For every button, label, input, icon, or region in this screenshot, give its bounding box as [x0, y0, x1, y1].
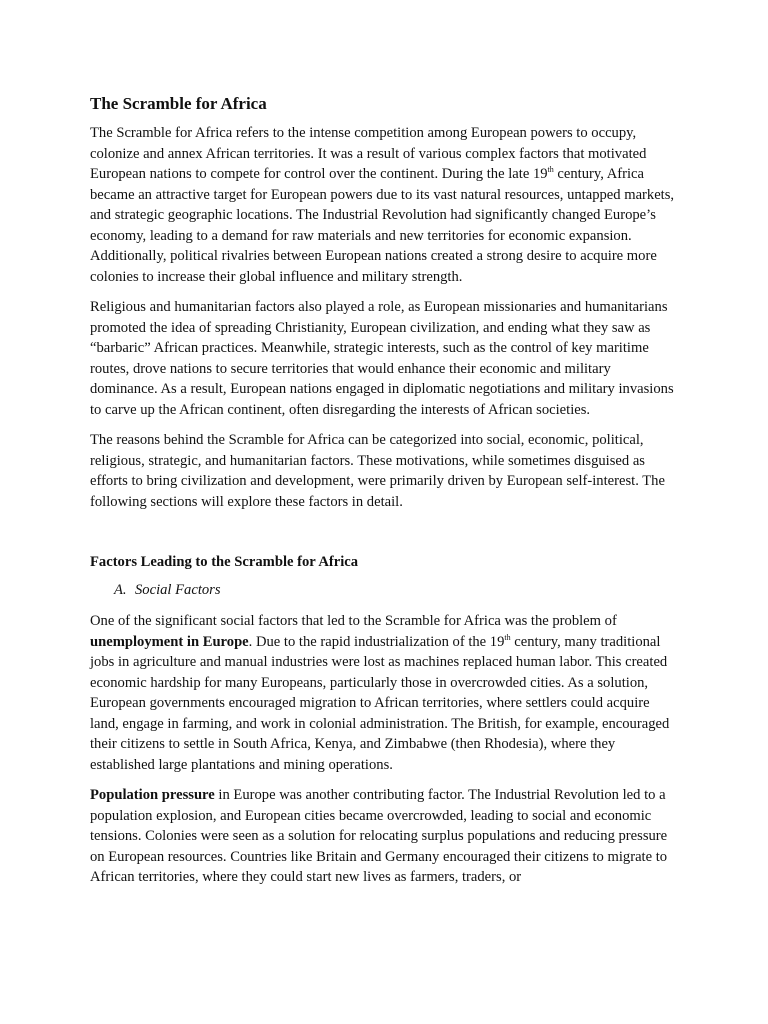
social-p1-text-b: . Due to the rapid industrialization of the 19	[248, 633, 505, 650]
intro-paragraph-3: The reasons behind the Scramble for Africa can be categorized into social, economic, political, religious, strategic, and humanitarian factors. These motivations, while sometimes disguised as efforts to bring civilization and development, were primarily driven by European self-interest. The following sections will explore these factors in detail.	[90, 432, 665, 510]
social-factors-heading	[114, 580, 682, 600]
factors-heading: Factors Leading to the Scramble for Africa	[90, 554, 359, 570]
intro-p1-text-b: century, Africa became an attractive target for European powers due to its vast natural resources, untapped markets, and strategic geographic locations. The Industrial Revolution had significantly changed Europe’s economy, leading to a demand for raw materials and new territories for economic expansion. Additionally, political rivalries between European nations created a strong desire to acquire more colonies to increase their global influence and military strength.	[90, 166, 675, 285]
social-p1-text-a: One of the significant social factors that led to the Scramble for Africa was the problem of	[90, 613, 617, 629]
social-factors-title: Social Factors	[135, 582, 221, 598]
document-title: The Scramble for Africa	[90, 94, 267, 113]
intro-p1-text-a: The Scramble for Africa refers to the intense competition among European powers to occupy, colonize and annex African territories. It was a result of various complex factors that motivated European nations to compete for control over the continent. During the late 19	[90, 125, 647, 182]
intro-paragraph-1	[90, 123, 682, 287]
social-paragraph-1	[90, 611, 682, 775]
social-p2-text-a: in Europe was another contributing factor. The Industrial Revolution led to a population explosion, and European cities became overcrowded, leading to social and economic tensions. Colonies were seen as a solution for relocating surplus populations and reducing pressure on European resources. Countries like Britain and Germany encouraged their citizens to migrate to African territories, where they could start new lives as farmers, traders, or	[90, 787, 668, 885]
intro-paragraph-2: Religious and humanitarian factors also played a role, as European missionaries and humanitarians promoted the idea of spreading Christianity, European civilization, and ending what they saw as “barbaric” African practices. Meanwhile, strategic interests, such as the control of key maritime routes, drove nations to secure territories that would enhance their economic and military dominance. As a result, European nations engaged in diplomatic negotiations and military invasions to carve up the African continent, often disregarding the interests of African societies.	[90, 299, 674, 418]
social-paragraph-2	[90, 785, 682, 888]
social-p1-text-c: century, many traditional jobs in agriculture and manual industries were lost as machines replaced human labor. This created economic hardship for many Europeans, particularly those in overcrowded cities. As a solution, European governments encouraged migration to African territories, where settlers could acquire land, engage in farming, and work in colonial administration. The British, for example, encouraged their citizens to settle in South Africa, Kenya, and Zimbabwe (then Rhodesia), where they established large plantations and mining operations.	[90, 633, 670, 773]
intro-p1-superscript: th	[547, 165, 554, 174]
social-p1-bold: unemployment in Europe	[90, 633, 249, 650]
social-p2-bold: Population pressure	[90, 787, 215, 803]
document-page	[90, 92, 682, 898]
social-factors-letter: A.	[114, 582, 127, 598]
social-p1-superscript: th	[504, 632, 511, 642]
